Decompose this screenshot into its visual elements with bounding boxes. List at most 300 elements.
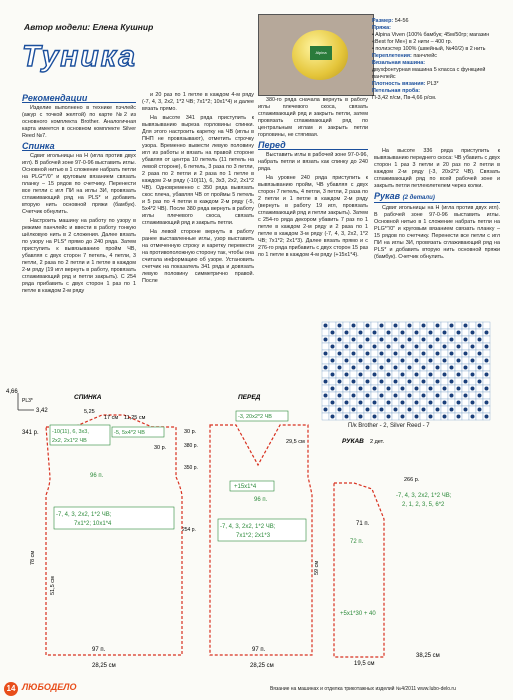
size-label: Размер: <box>372 18 394 24</box>
chart-cell <box>371 336 378 343</box>
chart-cell <box>455 378 462 385</box>
gauge-value: П-3,42 п/см, Пв-4,66 р/см. <box>372 95 437 101</box>
chart-cell <box>322 371 329 378</box>
chart-cell <box>427 364 434 371</box>
chart-punch-hole <box>415 345 419 349</box>
back-top-2: 17 см <box>104 415 119 421</box>
chart-cell <box>336 329 343 336</box>
chart-cell <box>483 336 490 343</box>
chart-punch-hole <box>471 331 475 335</box>
chart-cell <box>483 378 490 385</box>
chart-punch-hole <box>478 366 482 370</box>
density-label: Плотность вязания: <box>372 81 426 87</box>
chart-cell <box>462 343 469 350</box>
chart-cell <box>385 350 392 357</box>
chart-punch-hole <box>422 324 426 328</box>
chart-punch-hole <box>429 359 433 363</box>
chart-punch-hole <box>408 366 412 370</box>
paragraph: Изделие выполнено в технике пэчлейс (ажур с точкой желтой) по карте №2 из основного комплекта Brother. Аналогичная карта имеется в основном комплекте Silver Reed №7. <box>22 105 136 139</box>
chart-punch-hole <box>331 331 335 335</box>
chart-punch-hole <box>443 359 447 363</box>
chart-cell <box>406 329 413 336</box>
chart-punch-hole <box>387 373 391 377</box>
chart-cell <box>399 364 406 371</box>
sleeve-dec-1: -7, 4, 3, 2х2, 1*2 ЧВ; <box>396 493 452 499</box>
gauge-stitches: 3,42 <box>36 408 48 414</box>
chart-punch-hole <box>429 331 433 335</box>
chart-cell <box>343 336 350 343</box>
chart-cell <box>392 357 399 364</box>
weave-label: Переплетения: <box>372 53 412 59</box>
chart-cell <box>329 350 336 357</box>
chart-cell <box>329 364 336 371</box>
front-row-350: 350 р. <box>184 465 198 471</box>
heading-sleeve <box>374 193 500 203</box>
chart-cell <box>392 371 399 378</box>
paragraph: Выставить иглы в рабочей зоне 97-0-96, набрать петли и вязать как спинку до 240 ряда. <box>258 152 368 172</box>
chart-cell <box>455 336 462 343</box>
chart-cell <box>329 336 336 343</box>
chart-cell <box>336 357 343 364</box>
pattern-schematic <box>4 385 504 675</box>
chart-cell <box>420 329 427 336</box>
chart-punch-hole <box>464 380 468 384</box>
chart-punch-hole <box>485 373 489 377</box>
chart-cell <box>350 357 357 364</box>
chart-cell <box>322 329 329 336</box>
sleeve-72-stitches: 72 п. <box>350 539 364 545</box>
chart-punch-hole <box>422 380 426 384</box>
chart-cell <box>469 350 476 357</box>
chart-cell <box>364 343 371 350</box>
chart-punch-hole <box>352 352 356 356</box>
chart-cell <box>462 329 469 336</box>
chart-punch-hole <box>450 338 454 342</box>
paragraph: На высоте 336 ряда приступить к вывязыванию переднего скоса: ЧВ убавить с двух сторон 1 раз 3 петли и 20 раз по 2 петли в каждом 2-м ряду (-3, 20х2*2 ЧВ). Связать сглаживающий ряд по всей рабочей зоне и закрыть петли петлеюлетелем через колки. <box>374 148 500 189</box>
chart-punch-hole <box>415 359 419 363</box>
back-neck-dec-1: -10(11), 6, 3х3, <box>52 429 89 435</box>
paragraph: 380-го ряда сначала вернуть в работу иглы плечевого скоса, связать сглаживающий ряд и закрыть петли, затем провязать сглаживающий ряд по центральным иглам и закрыть петли горловины, не стягивая. <box>258 97 368 138</box>
chart-punch-hole <box>450 352 454 356</box>
front-row-380: 380 р. <box>184 443 198 449</box>
chart-cell <box>371 350 378 357</box>
chart-punch-hole <box>401 331 405 335</box>
back-armhole-2: 7х1*2; 10х1*4 <box>74 521 112 527</box>
chart-punch-hole <box>366 352 370 356</box>
chart-punch-hole <box>345 345 349 349</box>
chart-cell <box>469 322 476 329</box>
chart-punch-hole <box>366 380 370 384</box>
front-inc: +15х1*4 <box>234 484 257 490</box>
chart-punch-hole <box>359 331 363 335</box>
chart-punch-hole <box>478 324 482 328</box>
chart-punch-hole <box>345 373 349 377</box>
chart-cell <box>364 329 371 336</box>
chart-punch-hole <box>338 380 342 384</box>
text-column-2 <box>142 92 254 385</box>
chart-punch-hole <box>408 338 412 342</box>
chart-punch-hole <box>401 373 405 377</box>
chart-punch-hole <box>352 380 356 384</box>
chart-punch-hole <box>457 345 461 349</box>
chart-punch-hole <box>436 366 440 370</box>
back-neck-dec-2: 2х2, 2х1*2 ЧВ <box>52 438 87 444</box>
chart-punch-hole <box>401 345 405 349</box>
chart-cell <box>406 371 413 378</box>
chart-cell <box>385 364 392 371</box>
chart-cell <box>406 343 413 350</box>
chart-punch-hole <box>394 352 398 356</box>
chart-cell <box>413 350 420 357</box>
chart-punch-hole <box>471 373 475 377</box>
front-width: 28,25 см <box>250 663 274 669</box>
front-29-cm: 29,5 см <box>286 439 305 445</box>
chart-punch-hole <box>464 338 468 342</box>
chart-punch-hole <box>331 345 335 349</box>
chart-punch-hole <box>338 366 342 370</box>
back-row-341: 341 р. <box>22 430 39 436</box>
punch-card-caption: П/к Brother - 2, Silver Reed - 7 <box>348 423 430 429</box>
text-column-1 <box>22 92 136 385</box>
chart-cell <box>413 378 420 385</box>
machine-value: двухфонтурная машина 5 класса с функцией панчлейс <box>372 67 486 80</box>
chart-cell <box>399 378 406 385</box>
chart-cell <box>448 357 455 364</box>
chart-cell <box>343 364 350 371</box>
chart-punch-hole <box>464 366 468 370</box>
chart-cell <box>392 329 399 336</box>
chart-cell <box>399 322 406 329</box>
chart-punch-hole <box>443 331 447 335</box>
sleeve-title: РУКАВ <box>342 438 364 445</box>
chart-punch-hole <box>450 366 454 370</box>
chart-punch-hole <box>331 373 335 377</box>
chart-punch-hole <box>352 366 356 370</box>
chart-cell <box>434 329 441 336</box>
chart-cell <box>350 343 357 350</box>
chart-punch-hole <box>401 359 405 363</box>
back-top-1: 5,25 <box>84 409 95 415</box>
chart-punch-hole <box>436 352 440 356</box>
chart-punch-hole <box>380 338 384 342</box>
chart-punch-hole <box>387 359 391 363</box>
back-30-rows: 30 р. <box>154 445 167 451</box>
paragraph: На высоте 341 ряда приступить к вывязыванию выреза горловины спинки. Для этого настроить каретку на ЧВ (иглы в ПНП не провязывают), отметить строчку узора. Временно вывести левую половину игл из работы и вязать на правой стороне убавляя от центра 10 петель (11 петель на левой стороне), 6 петель, 3 раза по 3 петли, 2 раза по 2 петли и 2 раза по 1 петле в каждом 2-м ряду (-10(11), 6, 3х3, 2х2, 2х1*2 ЧВ). Одновременно с 350 ряда вывязать скос плеча, убавляя ЧВ от проймы 5 петель и 5 раз по 4 петли в каждом 2-м ряду (-5, 5х4*2 ЧВ). После 380 ряда вернуть в работу иглы плечевого скоса, связать сглаживающий ряд и закрыть петли. <box>142 115 254 226</box>
chart-punch-hole <box>422 338 426 342</box>
front-neck-dec: -3, 20х2*2 ЧВ <box>238 414 272 420</box>
back-top-3: 11,25 см <box>124 415 146 421</box>
chart-cell <box>343 378 350 385</box>
sleeve-count: 2 дет. <box>370 439 385 445</box>
chart-punch-hole <box>345 331 349 335</box>
chart-punch-hole <box>408 380 412 384</box>
chart-cell <box>455 350 462 357</box>
chart-punch-hole <box>366 324 370 328</box>
chart-punch-hole <box>380 324 384 328</box>
back-armhole-1: -7, 4, 3, 2х2, 1*2 ЧВ; <box>56 512 112 518</box>
chart-cell <box>322 343 329 350</box>
chart-cell <box>427 336 434 343</box>
chart-punch-hole <box>464 352 468 356</box>
chart-punch-hole <box>380 366 384 370</box>
chart-cell <box>378 343 385 350</box>
chart-punch-hole <box>471 345 475 349</box>
chart-cell <box>357 350 364 357</box>
chart-punch-hole <box>464 324 468 328</box>
chart-cell <box>357 378 364 385</box>
yarn-label: Alpina <box>310 46 332 60</box>
chart-cell <box>476 343 483 350</box>
issue-info: Вязание на машинах и отделка трикотажных изделий №4/2011 www.lubo-delo.ru <box>270 686 456 692</box>
chart-punch-hole <box>457 373 461 377</box>
chart-cell <box>357 364 364 371</box>
chart-punch-hole <box>338 324 342 328</box>
paragraph: Сдвиг игольницы на Н (игла против двух игл). В рабочей зоне 97-0-96 выставить иглы. Основной нитью в 1 сложение набрать петли на PLG*"/0" и круговым вязанием связать планку – 15 рядов по счетчику. Перенести все петли с игл ПИ на иглы ЗИ, провязать сглаживающий ряд на PLS* и добавить вторую нить основной пряжи (бамбук). Счетчик обнулить. <box>22 153 136 215</box>
sleeve-outline <box>334 483 384 657</box>
front-96-stitches: 96 п. <box>254 497 268 503</box>
chart-punch-hole <box>478 380 482 384</box>
chart-cell <box>469 336 476 343</box>
chart-punch-hole <box>324 352 328 356</box>
chart-cell <box>427 350 434 357</box>
author-line: Автор модели: Елена Кушнир <box>24 22 154 32</box>
back-shoulder-dec: -5, 5х4*2 ЧВ <box>114 430 145 436</box>
chart-punch-hole <box>443 373 447 377</box>
front-armhole-2: 7х1*2; 2х1*3 <box>236 533 271 539</box>
chart-punch-hole <box>338 338 342 342</box>
chart-cell <box>392 343 399 350</box>
heading-front: Перед <box>258 142 368 150</box>
paragraph: и 20 раз по 1 петле в каждом 4-м ряду (-7, 4, 3, 2х2, 1*2 ЧВ; 7х1*2; 10х1*4) и далее вязать прямо. <box>142 92 254 112</box>
chart-punch-hole <box>345 359 349 363</box>
chart-cell <box>462 357 469 364</box>
yarn-item-2: • полиэстер 100% (швейный, №40/2) в 2 нить <box>372 46 486 52</box>
chart-cell <box>476 357 483 364</box>
paragraph: На левой стороне вернуть в работу ранее выставленные иглы, узор выставить на отмеченную строку и каретку перевести на противоположную сторону так, чтобы она считала информацию об узоре. Установить счетчик на показатель 341 ряда и довязать левую половину симметрично правой. После <box>142 229 254 284</box>
front-97-stitches: 97 п. <box>252 647 266 653</box>
chart-punch-hole <box>485 345 489 349</box>
page-title: Туника <box>22 40 137 73</box>
back-width: 28,25 см <box>92 663 116 669</box>
sleeve-height: 59 см <box>314 560 320 575</box>
chart-punch-hole <box>366 366 370 370</box>
chart-cell <box>385 336 392 343</box>
chart-cell <box>364 371 371 378</box>
weave-value: панчлейс <box>413 53 437 59</box>
text-column-4 <box>374 148 500 318</box>
chart-cell <box>378 329 385 336</box>
yarn-label-text: Пряжа: <box>372 25 391 31</box>
sleeve-inc: +5х1*30 + 40 <box>340 611 376 617</box>
chart-punch-hole <box>373 359 377 363</box>
chart-cell <box>448 371 455 378</box>
chart-punch-hole <box>324 338 328 342</box>
yarn-item-1: • Alpina Viven (100% бамбук; 45м/50гр; магазин «Best for Me») в 2 нити – 400 гр. <box>372 32 490 45</box>
heading-recommendations: Рекомендации <box>22 95 136 103</box>
sleeve-dec-2: 2, 1, 2, 3, 5, 6*2 <box>402 502 445 508</box>
chart-punch-hole <box>352 338 356 342</box>
sleeve-38-cm: 38,25 см <box>416 653 440 659</box>
chart-punch-hole <box>380 380 384 384</box>
chart-punch-hole <box>331 359 335 363</box>
chart-punch-hole <box>394 366 398 370</box>
chart-punch-hole <box>478 338 482 342</box>
chart-cell <box>441 378 448 385</box>
paragraph: Настроить машину на работу по узору в режиме панчлейс и ввести в работу тонкую шёлковую нить в 2 сложения. Далее вязать по узору на PLS* прямо до 240 ряда. Затем приступить к вывязыванию пройм ЧВ, убавляя с двух сторон 7 петель, 4 петли, 3 петли, 2 раза по 2 петли и 1 петле в каждом 2-м ряду (19 игл вернуть в работу, провязать сглаживающий ряд и петли закрыть). С 254 ряда прибавить с двух сторон 1 раз по 1 петле в каждом 2-м ряду <box>22 218 136 294</box>
back-title: СПИНКА <box>74 394 102 401</box>
chart-cell <box>483 322 490 329</box>
chart-punch-hole <box>324 380 328 384</box>
chart-cell <box>378 357 385 364</box>
chart-cell <box>406 357 413 364</box>
chart-cell <box>343 322 350 329</box>
chart-punch-hole <box>443 345 447 349</box>
chart-punch-hole <box>359 345 363 349</box>
chart-cell <box>483 350 490 357</box>
chart-punch-hole <box>387 345 391 349</box>
chart-punch-hole <box>324 366 328 370</box>
chart-cell <box>427 378 434 385</box>
chart-punch-hole <box>436 324 440 328</box>
chart-cell <box>441 336 448 343</box>
chart-cell <box>329 322 336 329</box>
chart-punch-hole <box>338 352 342 356</box>
chart-punch-hole <box>415 331 419 335</box>
chart-punch-hole <box>436 338 440 342</box>
back-97-stitches: 97 п. <box>92 647 106 653</box>
machine-label: Вязальная машина: <box>372 60 426 66</box>
chart-punch-hole <box>436 380 440 384</box>
front-row-254: 254 р. <box>182 527 196 533</box>
chart-cell <box>322 357 329 364</box>
chart-cell <box>420 371 427 378</box>
chart-cell <box>350 329 357 336</box>
chart-cell <box>455 322 462 329</box>
paragraph: На уровне 240 ряда приступить к вывязыванию пройм, ЧВ убавляя с двух сторон 7 петель, 4 петли, 3 петли, 2 раза по 2 петли и 1 петле в каждом 2-м ряду (вернуть в работу 19 игл, провязать сглаживающий ряд и петли закрыть). Затем с 254-го ряда декором убавить 7 раз по 1 петле в каждом 2-м ряду и 2 раза по 1 петле в каждом 3-м ряду (-7, 4, 3, 2х2, 1*2 ЧВ; 7х1*2; 2х1*3). Далее вязать прямо и с 276-го ряда прибавить с двух сторон 15 раз по 1 петле в каждом 4-м ряду (+15х1*4). <box>258 175 368 258</box>
chart-cell <box>357 336 364 343</box>
chart-cell <box>469 364 476 371</box>
chart-punch-hole <box>457 331 461 335</box>
gauge-pl3: PL3* <box>22 398 33 404</box>
chart-cell <box>483 364 490 371</box>
chart-cell <box>434 343 441 350</box>
chart-cell <box>413 336 420 343</box>
materials-block <box>372 18 500 102</box>
chart-punch-hole <box>450 324 454 328</box>
gauge-label: Петельная проба: <box>372 88 421 94</box>
chart-cell <box>434 357 441 364</box>
chart-cell <box>336 371 343 378</box>
chart-cell <box>371 364 378 371</box>
chart-cell <box>343 350 350 357</box>
heading-back: Спинка <box>22 143 136 151</box>
gauge-rows: 4,66 <box>6 389 18 395</box>
chart-cell <box>378 371 385 378</box>
chart-punch-hole <box>324 324 328 328</box>
chart-punch-hole <box>422 366 426 370</box>
chart-cell <box>420 343 427 350</box>
chart-cell <box>441 350 448 357</box>
chart-punch-hole <box>408 324 412 328</box>
chart-punch-hole <box>485 359 489 363</box>
sleeve-heading-text: Рукав <box>374 191 401 201</box>
chart-cell <box>441 364 448 371</box>
chart-cell <box>399 350 406 357</box>
chart-cell <box>357 322 364 329</box>
front-armhole-1: -7, 4, 3, 2х2, 1*2 ЧВ; <box>220 524 276 530</box>
chart-cell <box>476 371 483 378</box>
chart-punch-hole <box>394 324 398 328</box>
chart-cell <box>434 371 441 378</box>
front-title: ПЕРЕД <box>238 394 261 401</box>
sleeve-266-rows: 266 р. <box>404 477 420 483</box>
chart-cell <box>350 371 357 378</box>
chart-cell <box>455 364 462 371</box>
chart-cell <box>364 357 371 364</box>
chart-punch-hole <box>478 352 482 356</box>
chart-punch-hole <box>373 345 377 349</box>
chart-cell <box>371 322 378 329</box>
chart-cell <box>329 378 336 385</box>
chart-cell <box>399 336 406 343</box>
chart-punch-hole <box>422 352 426 356</box>
chart-cell <box>413 364 420 371</box>
chart-punch-hole <box>457 359 461 363</box>
sleeve-width: 19,5 см <box>354 661 375 667</box>
chart-punch-hole <box>373 373 377 377</box>
chart-cell <box>448 329 455 336</box>
chart-punch-hole <box>387 331 391 335</box>
back-96-stitches: 96 п. <box>90 473 104 479</box>
size-value: 54-56 <box>394 18 409 24</box>
back-armhole-box <box>54 507 174 529</box>
chart-punch-hole <box>408 352 412 356</box>
chart-punch-hole <box>429 373 433 377</box>
back-outline <box>46 415 182 655</box>
chart-cell <box>385 322 392 329</box>
sleeve-71-stitches: 71 п. <box>356 521 370 527</box>
density-value: PL3* <box>426 81 439 87</box>
page-number: 14 <box>4 682 18 696</box>
chart-cell <box>441 322 448 329</box>
chart-punch-hole <box>359 373 363 377</box>
chart-cell <box>371 378 378 385</box>
chart-punch-hole <box>485 331 489 335</box>
brand-logo: ЛЮБОДЕЛО <box>22 682 77 692</box>
chart-cell <box>385 378 392 385</box>
chart-punch-hole <box>394 380 398 384</box>
chart-punch-hole <box>359 359 363 363</box>
chart-punch-hole <box>352 324 356 328</box>
back-height-78: 78 см <box>30 550 36 565</box>
chart-punch-hole <box>380 352 384 356</box>
chart-punch-hole <box>450 380 454 384</box>
chart-cell <box>476 329 483 336</box>
chart-punch-hole <box>471 359 475 363</box>
chart-cell <box>427 322 434 329</box>
sleeve-count-note: (2 детали) <box>402 195 435 201</box>
chart-cell <box>420 357 427 364</box>
front-30-rows: 30 р. <box>184 429 197 435</box>
chart-cell <box>462 371 469 378</box>
back-height-51: 51,5 см <box>50 576 56 595</box>
chart-punch-hole <box>415 373 419 377</box>
chart-punch-hole <box>366 338 370 342</box>
chart-cell <box>336 343 343 350</box>
chart-punch-hole <box>429 345 433 349</box>
chart-cell <box>448 343 455 350</box>
chart-cell <box>469 378 476 385</box>
